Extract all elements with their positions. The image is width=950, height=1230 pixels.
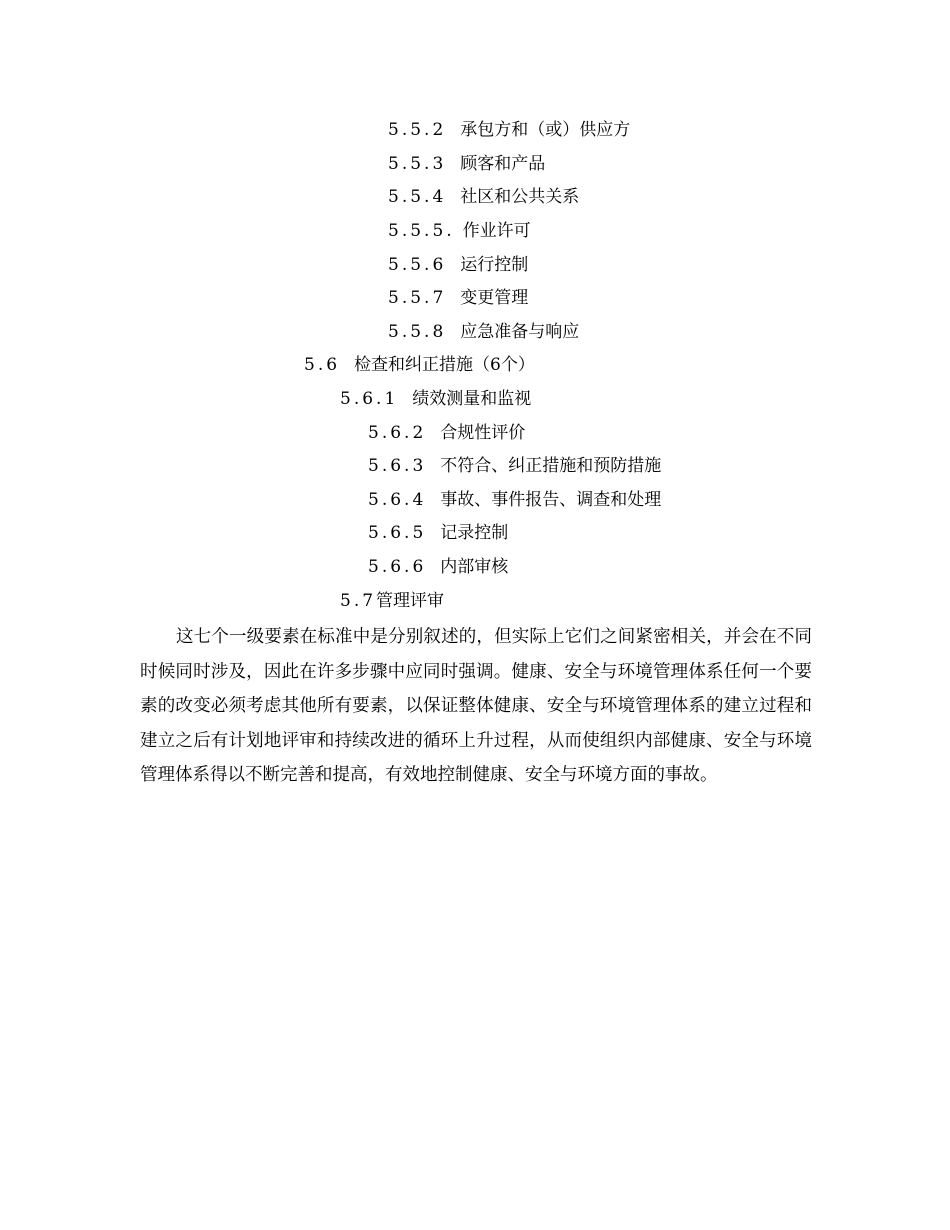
toc-item-number: 5.5.2	[388, 120, 447, 140]
toc-item-number: 5.5.8	[388, 322, 447, 342]
toc-item-title: 作业许可	[462, 221, 531, 241]
toc-item-title: 承包方和（或）供应方	[460, 120, 631, 140]
toc-item-title: 应急准备与响应	[460, 322, 580, 342]
toc-item-title: 记录控制	[440, 523, 509, 543]
toc-item	[368, 422, 525, 444]
toc-item	[304, 354, 535, 376]
toc-item-number: 5.5.7	[388, 288, 447, 308]
toc-item	[388, 287, 528, 309]
toc-item-title: 变更管理	[460, 288, 529, 308]
toc-item-number: 5.5.4	[388, 187, 447, 207]
toc-item	[388, 220, 531, 242]
toc-item-title: 顾客和产品	[460, 154, 546, 174]
toc-item-title: 管理评审	[376, 591, 445, 611]
toc-item	[388, 321, 579, 343]
toc-item-number: 5.6.2	[368, 423, 427, 443]
toc-item-title: 运行控制	[460, 255, 529, 275]
toc-item-number: 5.6.1	[340, 389, 399, 409]
toc-item	[388, 153, 545, 175]
toc-item	[340, 590, 444, 612]
toc-item	[368, 489, 661, 511]
toc-item	[368, 556, 508, 578]
toc-item-number: 5.6.6	[368, 557, 427, 577]
toc-item	[388, 254, 528, 276]
toc-item-title: 检查和纠正措施（6个）	[354, 355, 535, 375]
toc-item	[388, 119, 630, 141]
toc-item-number: 5.5.6	[388, 255, 447, 275]
toc-item-title: 内部审核	[440, 557, 509, 577]
toc-item	[368, 522, 508, 544]
toc-item-number: 5.5.5.	[388, 221, 455, 241]
toc-item-number: 5.5.3	[388, 154, 447, 174]
toc-item	[368, 455, 661, 477]
toc-item-title: 绩效测量和监视	[412, 389, 532, 409]
toc-item-title: 事故、事件报告、调查和处理	[440, 490, 662, 510]
toc-item-title: 不符合、纠正措施和预防措施	[440, 456, 662, 476]
body-paragraph: 这七个一级要素在标准中是分别叙述的，但实际上它们之间紧密相关，并会在不同时候同时涉及，因此在许多步骤中应同时强调。健康、安全与环境管理体系任何一个要素的改变必须考虑其他所有要素，以保证整体健康、安全与环境管理体系的建立过程和建立之后有计划地评审和持续改进的循环上升过程，从而使组织内部健康、安全与环境管理体系得以不断完善和提高，有效地控制健康、安全与环境方面的事故。	[140, 627, 812, 786]
toc-item	[340, 388, 531, 410]
toc-item-number: 5.6.4	[368, 490, 427, 510]
toc-item	[388, 186, 579, 208]
toc-item-number: 5.6.5	[368, 523, 427, 543]
toc-item-number: 5.7	[340, 591, 377, 611]
toc-item-number: 5.6.3	[368, 456, 427, 476]
toc-item-number: 5.6	[304, 355, 341, 375]
toc-item-title: 社区和公共关系	[460, 187, 580, 207]
toc-item-title: 合规性评价	[440, 423, 526, 443]
